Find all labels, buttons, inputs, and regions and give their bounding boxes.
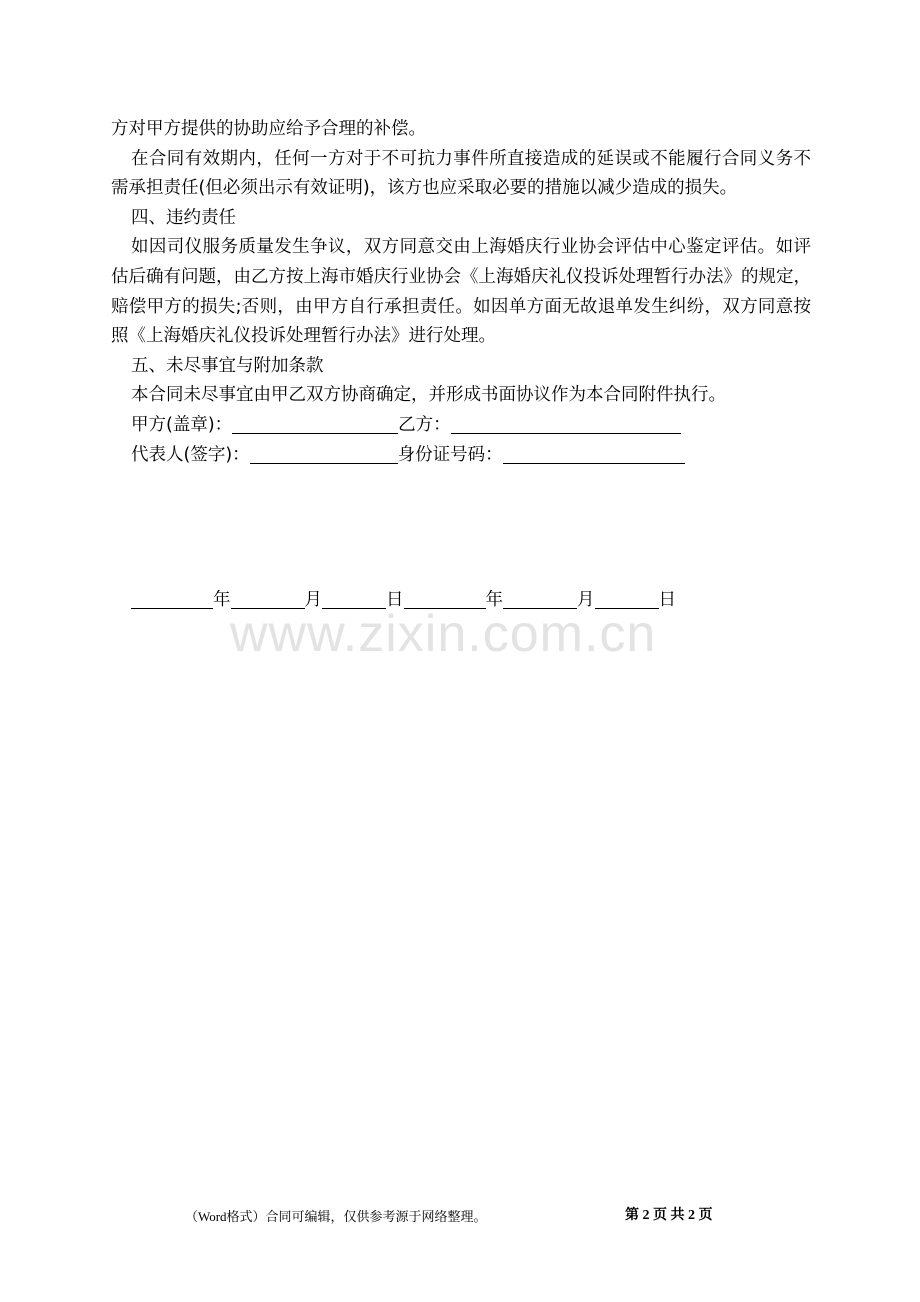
- id-number-label: 身份证号码：: [397, 444, 503, 465]
- signature-line-parties: [111, 411, 811, 441]
- day-label-2: 日: [658, 590, 676, 610]
- footer-note: （Word格式）合同可编辑，仅供参考源于网络整理。: [185, 1209, 487, 1224]
- representative-label: 代表人(签字)：: [131, 444, 250, 465]
- section-heading-breach: 四、违约责任: [131, 207, 236, 228]
- paragraph-dispute: 如因司仪服务质量发生争议，双方同意交由上海婚庆行业协会评估中心鉴定评估。如评估后确有问题，由乙方按上海市婚庆行业协会《上海婚庆礼仪投诉处理暂行办法》的规定，赔偿甲方的损失;否则，由甲方自行承担责任。如因单方面无故退单发生纠纷，双方同意按照《上海婚庆礼仪投诉处理暂行办法》进行处理。: [111, 237, 811, 347]
- year-label-2: 年: [485, 590, 503, 610]
- signature-line-representative: [111, 441, 811, 471]
- party-b-field[interactable]: [451, 413, 681, 434]
- document-body: [111, 115, 811, 470]
- representative-signature-field[interactable]: [250, 443, 398, 464]
- day-label-1: 日: [386, 590, 404, 610]
- month-label-1: 月: [304, 590, 322, 610]
- id-number-field[interactable]: [503, 443, 685, 464]
- watermark: www.zixin.com.cn: [230, 605, 657, 663]
- page-number: 第 2 页 共 2 页: [625, 1208, 713, 1223]
- year-field-1[interactable]: [131, 588, 213, 609]
- month-label-2: 月: [577, 590, 595, 610]
- paragraph-supplementary: 本合同未尽事宜由甲乙双方协商确定，并形成书面协议作为本合同附件执行。: [131, 385, 726, 406]
- party-a-seal-field[interactable]: [232, 413, 398, 434]
- party-a-label: 甲方(盖章)：: [131, 414, 233, 435]
- party-b-label: 乙方：: [398, 414, 451, 435]
- paragraph-force-majeure: 在合同有效期内，任何一方对于不可抗力事件所直接造成的延误或不能履行合同义务不需承担责任(但必须出示有效证明)，该方也应采取必要的措施以减少造成的损失。: [111, 148, 811, 199]
- section-heading-supplementary: 五、未尽事宜与附加条款: [131, 355, 324, 376]
- paragraph-compensation: 方对甲方提供的协助应给予合理的补偿。: [111, 119, 426, 139]
- year-label-1: 年: [213, 590, 231, 610]
